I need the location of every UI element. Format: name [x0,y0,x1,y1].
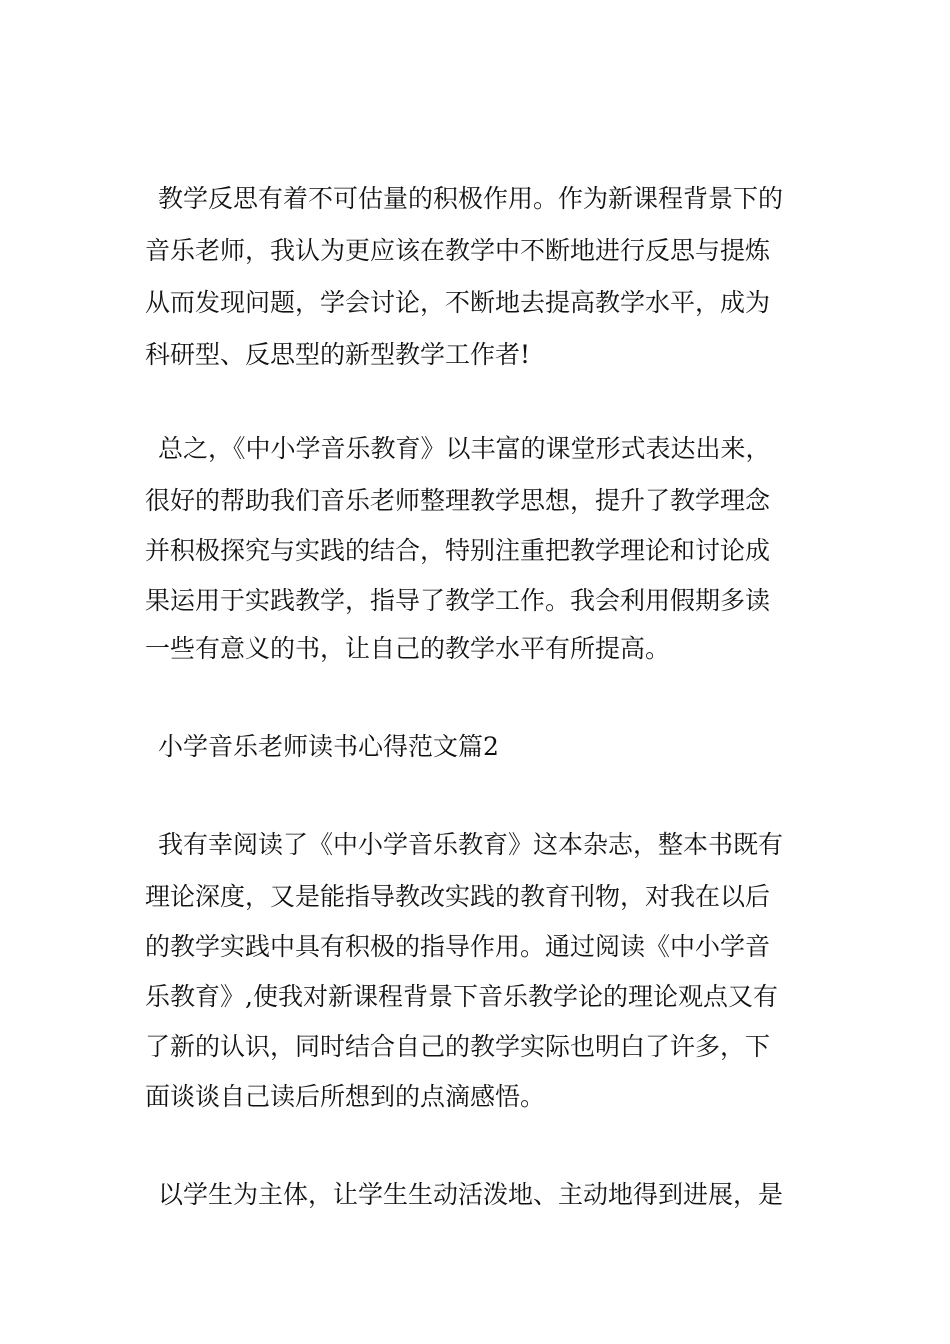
section-heading: 小学音乐老师读书心得范文篇2 [158,732,499,761]
text-line: 理论深度，又是能指导教改实践的教育刊物，对我在以后 [145,882,771,911]
text-line: 总之，《中小学音乐教育》以丰富的课堂形式表达出来， [158,434,771,463]
text-line: 很好的帮助我们音乐老师整理教学思想，提升了教学理念 [145,486,771,515]
text-line: 果运用于实践教学，指导了教学工作。我会利用假期多读 [145,586,771,615]
text-line: 面谈谈自己读后所想到的点滴感悟。 [145,1082,546,1111]
text-line: 我有幸阅读了《中小学音乐教育》这本杂志，整本书既有 [158,830,784,859]
text-line: 科研型、反思型的新型教学工作者! [145,340,531,369]
text-line: 音乐老师，我认为更应该在教学中不断地进行反思与提炼 [145,236,771,265]
text-line: 的教学实践中具有积极的指导作用。通过阅读《中小学音 [145,932,771,961]
text-line: 一些有意义的书，让自己的教学水平有所提高。 [145,634,671,663]
text-line: 并积极探究与实践的结合，特别注重把教学理论和讨论成 [145,536,771,565]
text-line: 以学生为主体，让学生生动活泼地、主动地得到进展，是 [158,1180,784,1209]
text-line: 了新的认识，同时结合自己的教学实际也明白了许多，下 [145,1032,771,1061]
text-line: 从而发现问题，学会讨论，不断地去提高教学水平，成为 [145,288,771,317]
text-line: 乐教育》,使我对新课程背景下音乐教学论的理论观点又有 [145,982,778,1011]
text-line: 教学反思有着不可估量的积极作用。作为新课程背景下的 [158,184,784,213]
